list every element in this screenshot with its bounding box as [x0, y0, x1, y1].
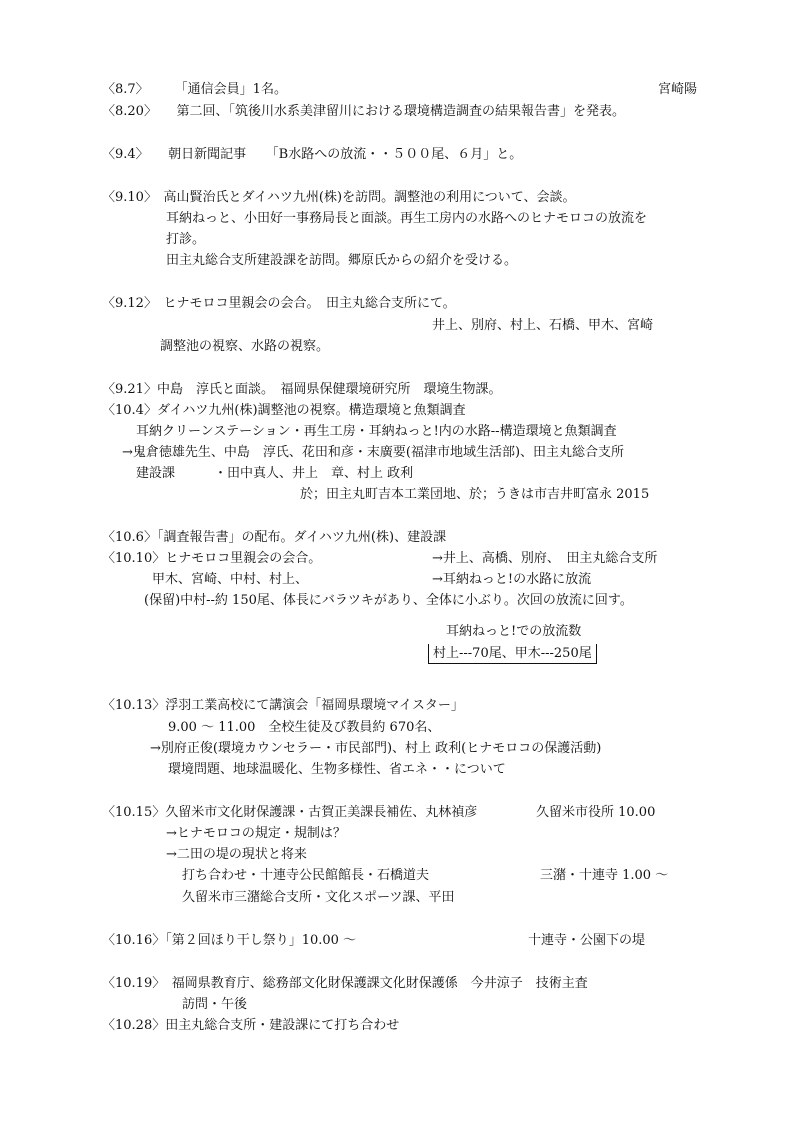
- entry-10-15-line2: →ヒナモロコの規定・規制は？: [166, 826, 346, 841]
- entry-10-13-line2: 9.00 ～ 11.00 全校生徒及び教員約 670名、: [168, 720, 441, 735]
- entry-10-15-place2: 三潴・十連寺 1.00 ～: [540, 868, 669, 883]
- entry-9-10-line2: 耳納ねっと、小田好一事務局長と面談。再生工房内の水路へのヒナモロコの放流を: [166, 211, 648, 226]
- entry-10-10: 〈10.10〉ヒナモロコ里親会の会合。: [102, 551, 322, 566]
- entry-9-12-attendees: 井上、別府、村上、石橋、甲木、宮崎: [432, 318, 654, 333]
- entry-10-19-line2: 訪問・午後: [182, 997, 248, 1012]
- entry-10-28: 〈10.28〉田主丸総合支所・建設課にて打ち合わせ: [102, 1018, 400, 1033]
- entry-10-6: 〈10.6〉「調査報告書」の配布。ダイハツ九州(株)、建設課: [102, 530, 447, 545]
- entry-9-10-line3: 打診。: [166, 232, 206, 247]
- entry-10-10-attendees: →井上、高橋、別府、 田主丸総合支所: [432, 551, 658, 566]
- entry-10-15-line3: →二田の堤の現状と将来: [166, 847, 307, 862]
- entry-9-12-line3: 調整池の視察、水路の視察。: [160, 339, 330, 354]
- entry-10-4: 〈10.4〉ダイハツ九州(株)調整池の視察。構造環境と魚類調査: [102, 403, 466, 418]
- entry-10-13-line4: 環境問題、地球温暖化、生物多様性、省エネ・・について: [168, 762, 506, 777]
- entry-10-16: 〈10.16〉「第２回ほり干し祭り」10.00 ～: [102, 933, 357, 948]
- entry-9-21: 〈9.21〉中島 淳氏と面談。 福岡県保健環境研究所 環境生物課。: [102, 382, 502, 397]
- entry-10-15-place: 久留米市役所 10.00: [536, 805, 656, 820]
- entry-10-15-line4: 打ち合わせ・十連寺公民館館長・石橋道夫: [182, 868, 430, 883]
- entry-10-15: 〈10.15〉久留米市文化財保護課・古賀正美課長補佐、丸林禎彦: [102, 805, 478, 820]
- entry-10-16-place: 十連寺・公園下の堤: [528, 933, 646, 948]
- entry-10-15-line5: 久留米市三潴総合支所・文化スポーツ課、平田: [182, 890, 455, 905]
- entry-9-12: 〈9.12〉 ヒナモロコ里親会の会合。 田主丸総合支所にて。: [102, 296, 456, 311]
- entry-8-7-author: 宮崎陽: [658, 82, 698, 97]
- entry-10-10-release: →耳納ねっと!の水路に放流: [432, 572, 592, 587]
- entry-9-4: 〈9.4〉 朝日新聞記事 「B水路への放流・・５００尾、６月」と。: [102, 147, 523, 162]
- entry-10-4-line4: 建設課 ・田中真人、井上 章、村上 政利: [136, 466, 414, 481]
- entry-8-7: 〈8.7〉 「通信会員」1名。: [102, 82, 287, 97]
- entry-10-13: 〈10.13〉浮羽工業高校にて講演会「福岡県環境マイスター」: [102, 698, 464, 713]
- entry-10-19: 〈10.19〉 福岡県教育庁、総務部文化財保護課文化財保護係 今井涼子 技術主査: [102, 976, 588, 991]
- release-count-heading: 耳納ねっと!での放流数: [446, 624, 582, 639]
- entry-9-10-line4: 田主丸総合支所建設課を訪問。郷原氏からの紹介を受ける。: [166, 253, 518, 268]
- entry-10-4-line3: →鬼倉徳雄先生、中島 淳氏、花田和彦・末廣要(福津市地域生活部)、田主丸総合支所: [122, 445, 625, 460]
- entry-10-4-line2: 耳納クリーンステーション・再生工房・耳納ねっと!内の水路--構造環境と魚類調査: [136, 424, 617, 439]
- entry-10-13-line3: →別府正俊(環境カウンセラー・市民部門)、村上 政利(ヒナモロコの保護活動): [150, 741, 602, 756]
- entry-10-10-line3: (保留)中村--約 150尾、体長にバラツキがあり、全体に小ぶり。次回の放流に回す。: [144, 593, 633, 608]
- entry-9-10: 〈9.10〉 高山賢治氏とダイハツ九州(株)を訪問。調整池の利用について、会談。: [102, 190, 576, 205]
- entry-10-10-line2: 甲木、宮崎、中村、村上、: [152, 572, 309, 587]
- entry-8-20: 〈8.20〉 第二回、「筑後川水系美津留川における環境構造調査の結果報告書」を発表。: [102, 104, 625, 119]
- entry-10-4-location: 於；田主丸町吉本工業団地、於；うきは市吉井町富永 2015: [300, 487, 650, 502]
- release-count-box: 村上---70尾、甲木---250尾: [428, 644, 597, 664]
